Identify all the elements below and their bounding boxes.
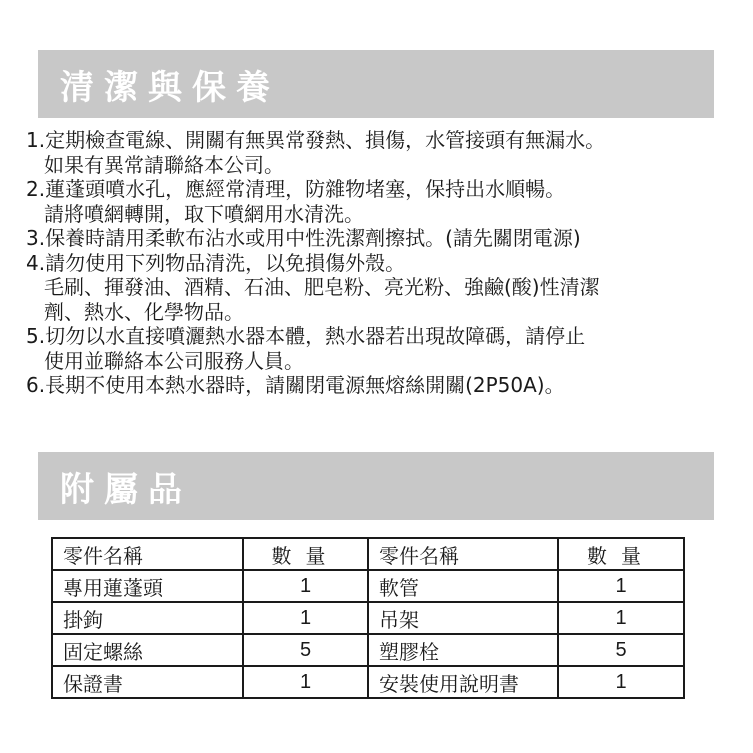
accessories-table bbox=[51, 537, 685, 699]
quantity-cell: 1 bbox=[243, 602, 368, 634]
care-item-line: 劑、熱水、化學物品。 bbox=[44, 299, 244, 324]
column-header-quantity: 數量 bbox=[558, 538, 684, 570]
part-name-cell: 固定螺絲 bbox=[52, 634, 243, 666]
care-section-title: 清潔與保養 bbox=[60, 67, 280, 108]
part-name-cell: 軟管 bbox=[368, 570, 558, 602]
part-name-cell: 保證書 bbox=[52, 666, 243, 698]
table-row bbox=[52, 602, 684, 634]
part-name-cell: 掛鉤 bbox=[52, 602, 243, 634]
care-item-line: 6.長期不使用本熱水器時，請關閉電源無熔絲開關(2P50A)。 bbox=[26, 373, 565, 397]
care-item-2 bbox=[26, 177, 726, 226]
quantity-cell: 1 bbox=[243, 666, 368, 698]
care-item-5 bbox=[26, 324, 726, 373]
part-name-cell: 安裝使用說明書 bbox=[368, 666, 558, 698]
care-item-line: 3.保養時請用柔軟布沾水或用中性洗潔劑擦拭。(請先關閉電源) bbox=[26, 226, 581, 250]
quantity-cell: 5 bbox=[243, 634, 368, 666]
care-instructions-list bbox=[26, 128, 726, 398]
table-row bbox=[52, 666, 684, 698]
care-item-line: 如果有異常請聯絡本公司。 bbox=[44, 152, 284, 177]
quantity-cell: 1 bbox=[243, 570, 368, 602]
quantity-cell: 1 bbox=[558, 602, 684, 634]
care-item-line: 5.切勿以水直接噴灑熱水器本體，熱水器若出現故障碼，請停止 bbox=[26, 324, 586, 348]
part-name-cell: 專用蓮蓬頭 bbox=[52, 570, 243, 602]
part-name-cell: 吊架 bbox=[368, 602, 558, 634]
table-row bbox=[52, 634, 684, 666]
care-item-line: 請將噴網轉開，取下噴網用水清洗。 bbox=[44, 201, 364, 226]
care-item-4 bbox=[26, 251, 726, 325]
column-header-quantity: 數量 bbox=[243, 538, 368, 570]
accessories-section-header bbox=[38, 452, 714, 520]
care-item-line: 毛刷、揮發油、酒精、石油、肥皂粉、亮光粉、強鹼(酸)性清潔 bbox=[44, 275, 600, 299]
care-item-6 bbox=[26, 373, 726, 398]
quantity-cell: 1 bbox=[558, 666, 684, 698]
table-header-row bbox=[52, 538, 684, 570]
care-section-header bbox=[38, 50, 714, 118]
care-item-line: 4.請勿使用下列物品清洗，以免損傷外殼。 bbox=[26, 250, 406, 275]
care-item-line: 2.蓮蓬頭噴水孔，應經常清理，防雜物堵塞，保持出水順暢。 bbox=[26, 177, 566, 201]
accessories-section-title: 附屬品 bbox=[60, 469, 192, 510]
column-header-part-name: 零件名稱 bbox=[52, 538, 243, 570]
quantity-cell: 5 bbox=[558, 634, 684, 666]
part-name-cell: 塑膠栓 bbox=[368, 634, 558, 666]
care-item-line: 使用並聯絡本公司服務人員。 bbox=[44, 348, 304, 373]
care-item-line: 1.定期檢查電線、開關有無異常發熱、損傷，水管接頭有無漏水。 bbox=[26, 128, 606, 152]
quantity-cell: 1 bbox=[558, 570, 684, 602]
care-item-1 bbox=[26, 128, 726, 177]
care-item-3 bbox=[26, 226, 726, 251]
table-row bbox=[52, 570, 684, 602]
column-header-part-name: 零件名稱 bbox=[368, 538, 558, 570]
